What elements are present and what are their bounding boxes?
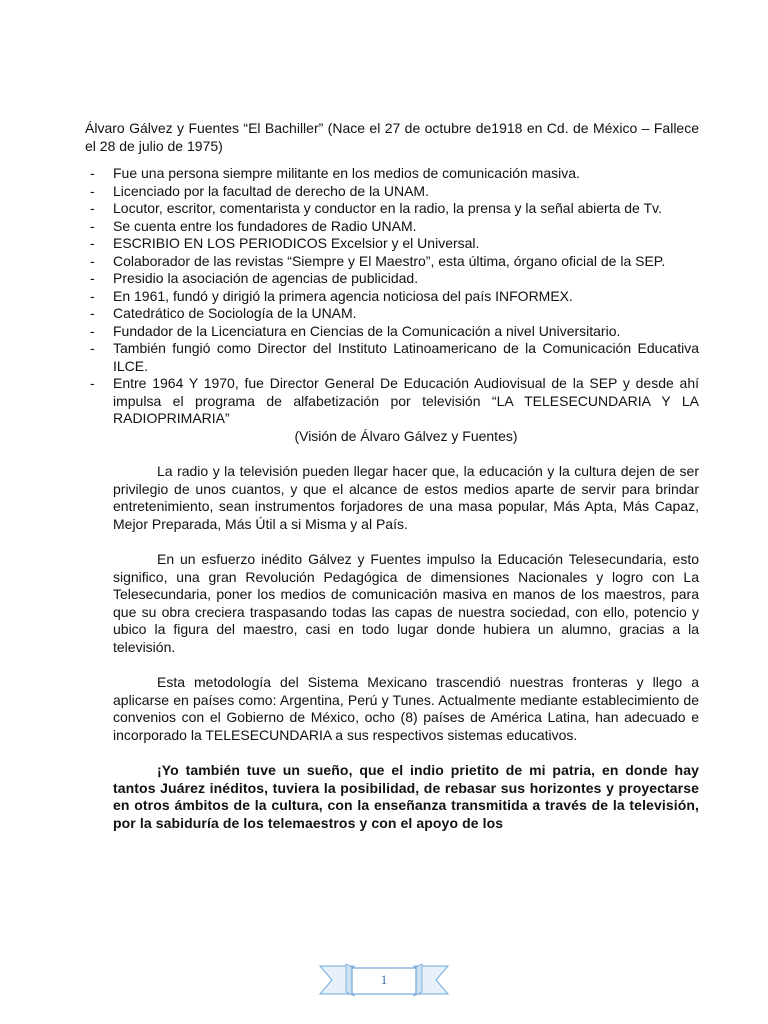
list-item xyxy=(85,218,699,236)
list-item-text: Se cuenta entre los fundadores de Radio UNAM. xyxy=(113,217,417,234)
list-item-text: Catedrático de Sociología de la UNAM. xyxy=(113,305,357,321)
bullet-marker: - xyxy=(90,375,95,391)
list-item-text: Locutor, escritor, comentarista y conductor en la radio, la prensa y la señal abierta de Tv. xyxy=(113,200,662,216)
vision-section xyxy=(113,428,699,833)
biography-list xyxy=(85,165,699,428)
list-item-text: Licenciado por la facultad de derecho de la UNAM. xyxy=(113,182,429,199)
bullet-marker: - xyxy=(90,182,95,199)
list-item xyxy=(85,340,699,375)
spacer xyxy=(113,656,699,674)
spacer xyxy=(113,445,699,463)
intro-paragraph: Álvaro Gálvez y Fuentes “El Bachiller” (Nace el 27 de octubre de1918 en Cd. de México – Fallece el 28 de julio de 1975) xyxy=(85,120,699,154)
list-item-text: En 1961, fundó y dirigió la primera agencia noticiosa del país INFORMEX. xyxy=(113,287,573,304)
list-item-text: Fundador de la Licenciatura en Ciencias de la Comunicación a nivel Universitario. xyxy=(113,322,621,339)
list-item-text: Fue una persona siempre militante en los medios de comunicación masiva. xyxy=(113,165,580,181)
vision-heading: (Visión de Álvaro Gálvez y Fuentes) xyxy=(294,427,518,444)
vision-paragraph-3: Esta metodología del Sistema Mexicano trascendió nuestras fronteras y llego a aplicarse en países como: Argentina, Perú y Tunes. Actualmente mediante establecimiento de convenios con el Gobierno de México, ocho (8) países de América Latina, han adecuado e incorporado la TELESECUNDARIA a sus respectivos sistemas educativos. xyxy=(113,674,699,743)
spacer xyxy=(113,744,699,762)
bullet-marker: - xyxy=(90,322,95,339)
bullet-marker: - xyxy=(90,287,95,304)
list-item xyxy=(85,200,699,218)
list-item-text: Colaborador de las revistas “Siempre y El Maestro”, esta última, órgano oficial de la SEP. xyxy=(113,252,666,269)
list-item xyxy=(85,235,699,253)
list-item xyxy=(85,270,699,288)
list-item-text: También fungió como Director del Instituto Latinoamericano de la Comunicación Educativa ILCE. xyxy=(113,340,699,374)
list-item-text: Entre 1964 Y 1970, fue Director General De Educación Audiovisual de la SEP y desde ahí impulsa el programa de alfabetización por televisión “LA TELESECUNDARIA Y LA RADIOPRIMARIA” xyxy=(113,375,699,426)
page-number-ribbon xyxy=(318,960,450,1000)
list-item xyxy=(85,165,699,183)
bullet-marker: - xyxy=(90,200,95,216)
bullet-marker: - xyxy=(90,340,95,356)
bullet-marker: - xyxy=(90,235,95,251)
bullet-marker: - xyxy=(90,270,95,286)
vision-paragraph-2: En un esfuerzo inédito Gálvez y Fuentes impulso la Educación Telesecundaria, esto significo, una gran Revolución Pedagógica de dimensiones Nacionales y logro con La Telesecundaria, poner los medios de comunicación masiva en manos de los maestros, para que su obra creciera traspasando todas las capas de nuestra sociedad, con ello, potencio y ubico la figura del maestro, casi en todo lugar donde hubiera un alumno, gracias a la televisión. xyxy=(113,551,699,655)
bullet-marker: - xyxy=(90,305,95,321)
quote-paragraph: ¡Yo también tuve un sueño, que el indio prietito de mi patria, en donde hay tantos Juárez inéditos, tuviera la posibilidad, de rebasar sus horizontes y proyectarse en otros ámbitos de la cultura, con la enseñanza transmitida a través de la televisión, por la sabiduría de los telemaestros y con el apoyo de los xyxy=(113,762,699,831)
spacer xyxy=(113,533,699,551)
vision-paragraph-1: La radio y la televisión pueden llegar hacer que, la educación y la cultura dejen de ser privilegio de unos cuantos, y que el alcance de estos medios aparte de servir para brindar entretenimiento, sean instrumentos forjadores de una masa popular, Más Apta, Más Capaz, Mejor Preparada, Más Útil a si Misma y al País. xyxy=(113,463,699,532)
bullet-marker: - xyxy=(90,165,95,181)
list-item xyxy=(85,375,699,428)
list-item xyxy=(85,288,699,306)
page-number: 1 xyxy=(380,972,388,987)
list-item xyxy=(85,305,699,323)
bullet-marker: - xyxy=(90,252,95,269)
bullet-marker: - xyxy=(90,217,95,234)
list-item-text: ESCRIBIO EN LOS PERIODICOS Excelsior y el Universal. xyxy=(113,235,480,251)
document-body xyxy=(85,120,699,832)
list-item xyxy=(85,253,699,271)
list-item-text: Presidio la asociación de agencias de publicidad. xyxy=(113,270,419,286)
list-item xyxy=(85,323,699,341)
list-item xyxy=(85,183,699,201)
